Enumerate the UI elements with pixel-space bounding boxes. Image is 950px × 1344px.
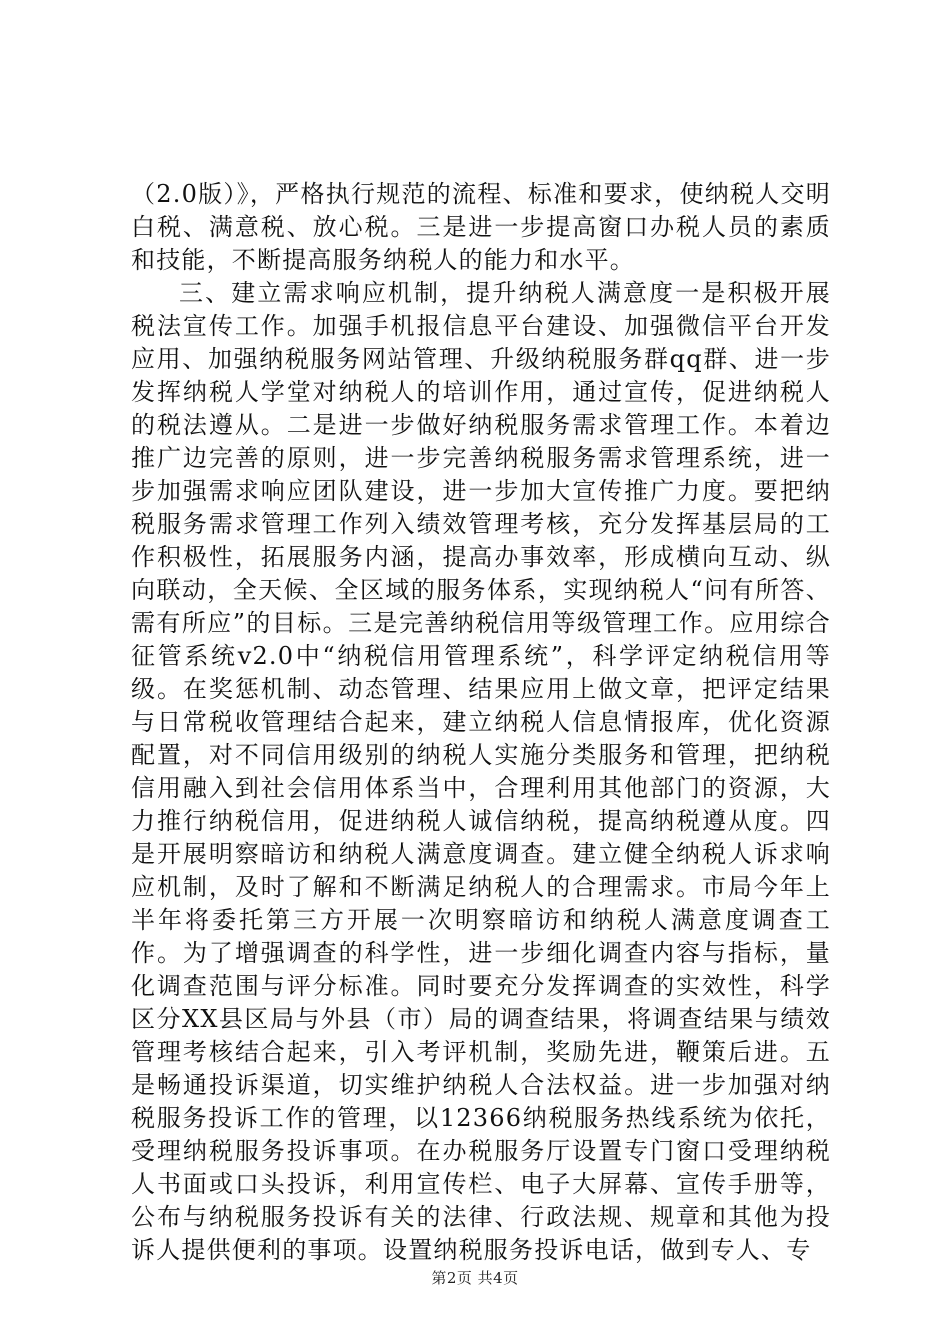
paragraph-section-three: 三、建立需求响应机制，提升纳税人满意度一是积极开展税法宣传工作。加强手机报信息平台建设、加强微信平台开发应用、加强纳税服务网站管理、升级纳税服务群qq群、进一步发挥纳税人学堂对纳税人的培训作用，通过宣传，促进纳税人的税法遵从。二是进一步做好纳税服务需求管理工作。本着边推广边完善的原则，进一步完善纳税服务需求管理系统，进一步加强需求响应团队建设，进一步加大宣传推广力度。要把纳税服务需求管理工作列入绩效管理考核，充分发挥基层局的工作积极性，拓展服务内涵，提高办事效率，形成横向互动、纵向联动，全天候、全区域的服务体系，实现纳税人“问有所答、需有所应”的目标。三是完善纳税信用等级管理工作。应用综合征管系统v2.0中“纳税信用管理系统”，科学评定纳税信用等级。在奖惩机制、动态管理、结果应用上做文章，把评定结果与日常税收管理结合起来，建立纳税人信息情报库，优化资源配置，对不同信用级别的纳税人实施分类服务和管理，把纳税信用融入到社会信用体系当中，合理利用其他部门的资源，大力推行纳税信用，促进纳税人诚信纳税，提高纳税遵从度。四是开展明察暗访和纳税人满意度调查。建立健全纳税人诉求响应机制，及时了解和不断满足纳税人的合理需求。市局今年上半年将委托第三方开展一次明察暗访和纳税人满意度调查工作。为了增强调查的科学性，进一步细化调查内容与指标，量化调查范围与评分标准。同时要充分发挥调查的实效性，科学区分XX县区局与外县（市）局的调查结果，将调查结果与绩效管理考核结合起来，引入考评机制，奖励先进，鞭策后进。五是畅通投诉渠道，切实维护纳税人合法权益。进一步加强对纳税服务投诉工作的管理，以12366纳税服务热线系统为依托，受理纳税服务投诉事项。在办税服务厅设置专门窗口受理纳税人书面或口头投诉，利用宣传栏、电子大屏幕、宣传手册等，公布与纳税服务投诉有关的法律、行政法规、规章和其他为投诉人提供便利的事项。设置纳税服务投诉电话，做到专人、专 (131, 279, 831, 1264)
paragraph-continuation: （2.0版）》，严格执行规范的流程、标准和要求，使纳税人交明白税、满意税、放心税。三是进一步提高窗口办税人员的素质和技能，不断提高服务纳税人的能力和水平。 (131, 180, 831, 274)
body-text (131, 178, 831, 1267)
page-number-footer: 第2页 共4页 (431, 1269, 519, 1287)
